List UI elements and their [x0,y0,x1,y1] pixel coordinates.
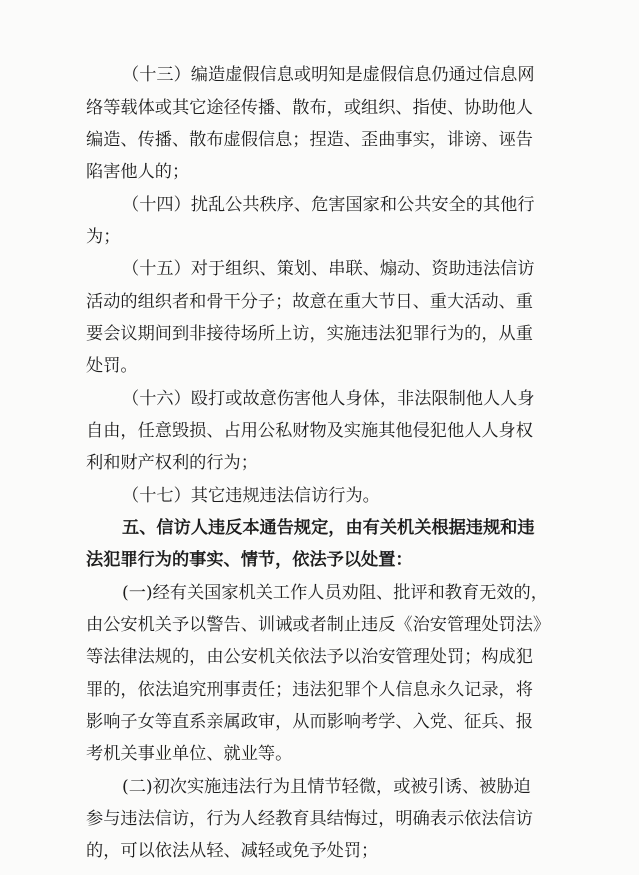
text-line: （十三）编造虚假信息或明知是虚假信息仍通过信息网 [122,65,535,85]
text-line: 罪的，依法追究刑事责任；违法犯罪个人信息永久记录，将 [86,680,533,700]
text-line: 的，可以依法从轻、减轻或免予处罚； [86,841,379,861]
text-line: 要会议期间到非接待场所上访，实施违法犯罪行为的，从重 [86,324,533,344]
text-line: 处罚。 [86,356,138,376]
text-line: 陷害他人的； [86,162,190,182]
text-line: （十四）扰乱公共秩序、危害国家和公共安全的其他行 [122,195,535,215]
text-line: （十五）对于组织、策划、串联、煽动、资助违法信访 [122,259,535,279]
text-line: 考机关事业单位、就业等。 [86,744,293,764]
text-line: (一)经有关国家机关工作人员劝阻、批评和教育无效的， [122,583,548,603]
text-line: 等法律法规的，由公安机关依法予以治安管理处罚；构成犯 [86,647,533,667]
text-line: 为； [86,227,121,247]
text-line: 编造、传播、散布虚假信息；捏造、歪曲事实，诽谤、诬告 [86,130,533,150]
text-line: （十七）其它违规违法信访行为。 [122,486,380,506]
text-line: （十六）殴打或故意伤害他人身体，非法限制他人人身 [122,389,535,409]
text-line: 自由，任意毁损、占用公私财物及实施其他侵犯他人人身权 [86,421,533,441]
text-line: 络等载体或其它途径传播、散布，或组织、指使、协助他人 [86,98,533,118]
text-line: 参与违法信访，行为人经教育具结悔过，明确表示依法信访 [86,809,533,829]
text-line: 影响子女等直系亲属政审，从而影响考学、入党、征兵、报 [86,712,533,732]
section-heading-line: 五、信访人违反本通告规定，由有关机关根据违规和违 [122,518,535,538]
text-line: 利和财产权利的行为； [86,453,258,473]
section-heading-line: 法犯罪行为的事实、情节，依法予以处置： [86,550,413,570]
text-line: 活动的组织者和骨干分子；故意在重大节日、重大活动、重 [86,292,533,312]
text-line: 由公安机关予以警告、训诫或者制止违反《治安管理处罚法》 [86,615,551,635]
text-line: (二)初次实施违法行为且情节轻微，或被引诱、被胁迫 [122,777,531,797]
